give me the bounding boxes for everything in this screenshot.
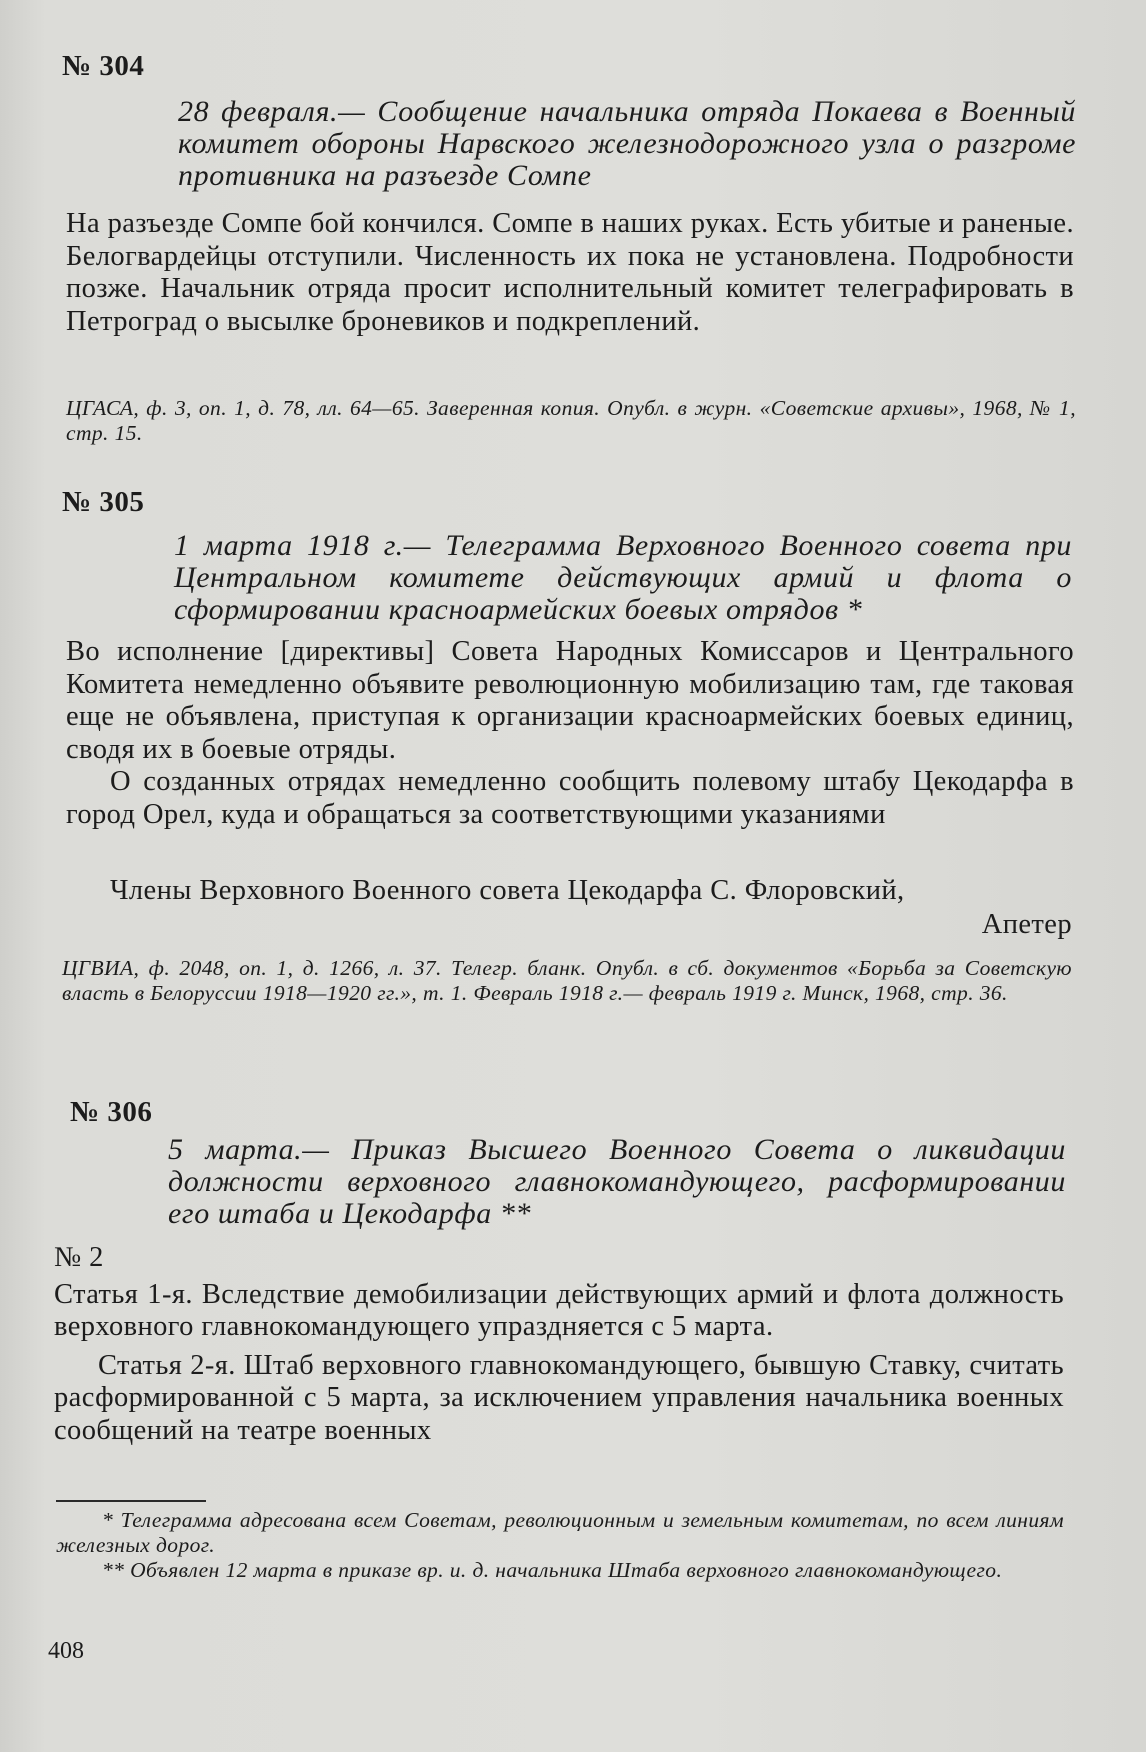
paragraph: О созданных отрядах немедленно сообщить полевому штабу Цекодарфа в город Орел, куда и обращаться за соответствующими указаниями bbox=[66, 766, 1074, 830]
paragraph: Статья 2-я. Штаб верховного главнокомандующего, бывшую Ставку, считать расформированной с 5 марта, за исключением управления начальника военных сообщений на театре военных bbox=[54, 1349, 1064, 1446]
doc-body-306 bbox=[54, 1242, 1064, 1447]
doc-title-304: 28 февраля.— Сообщение начальника отряда Покаева в Военный комитет обороны Нарвского железнодорожного узла о разгроме противника на разъезде Сомпе bbox=[178, 95, 1076, 192]
doc-source-305: ЦГВИА, ф. 2048, оп. 1, д. 1266, л. 37. Телегр. бланк. Опубл. в сб. документов «Борьба за Советскую власть в Белоруссии 1918—1920 гг.», т. 1. Февраль 1918 г.— февраль 1919 г. Минск, 1968, стр. 36. bbox=[62, 956, 1072, 1005]
order-number: № 2 bbox=[54, 1242, 104, 1273]
paragraph: Во исполнение [директивы] Совета Народных Комиссаров и Центрального Комитета немедленно объявите революционную мобилизацию там, где таковая еще не объявлена, приступая к организации красноармейских боевых единиц, сводя их в боевые отряды. bbox=[66, 636, 1074, 765]
footnote-divider bbox=[56, 1500, 206, 1502]
footnote-1: * Телеграмма адресована всем Советам, революционным и земельным комитетам, по всем линиям железных дорог. bbox=[56, 1508, 1064, 1557]
page-number: 408 bbox=[48, 1638, 84, 1664]
footnote-2: ** Объявлен 12 марта в приказе вр. и. д. начальника Штаба верховного главнокомандующего. bbox=[102, 1558, 1003, 1582]
signature-line-2: Апетер bbox=[981, 909, 1072, 940]
doc-signature-305 bbox=[66, 874, 1072, 942]
doc-body-304 bbox=[66, 208, 1074, 338]
doc-title-306: 5 марта.— Приказ Высшего Военного Совета о ликвидации должности верховного главнокомандующего, расформировании его штаба и Цекодарфа ** bbox=[168, 1133, 1066, 1230]
doc-body-305 bbox=[66, 636, 1074, 831]
doc-number-306: № 306 bbox=[70, 1096, 153, 1128]
paragraph: На разъезде Сомпе бой кончился. Сомпе в наших руках. Есть убитые и раненые. Белогвардейцы отступили. Численность их пока не установлена. Подробности позже. Начальник отряда просит исполнительный комитет телеграфировать в Петроград о высылке броневиков и подкреплений. bbox=[66, 208, 1074, 337]
doc-number-305: № 305 bbox=[62, 486, 145, 518]
signature-line-1: Члены Верховного Военного совета Цекодарфа С. Флоровский, bbox=[110, 875, 905, 906]
doc-number-304: № 304 bbox=[62, 50, 145, 82]
paragraph: Статья 1-я. Вследствие демобилизации действующих армий и флота должность верховного главнокомандующего упраздняется с 5 марта. bbox=[54, 1278, 1064, 1342]
doc-title-305: 1 марта 1918 г.— Телеграмма Верховного Военного совета при Центральном комитете действующих армий и флота о сформировании красноармейских боевых отрядов * bbox=[174, 529, 1072, 626]
doc-source-304: ЦГАСА, ф. 3, оп. 1, д. 78, лл. 64—65. Заверенная копия. Опубл. в журн. «Советские архивы», 1968, № 1, стр. 15. bbox=[66, 396, 1076, 445]
